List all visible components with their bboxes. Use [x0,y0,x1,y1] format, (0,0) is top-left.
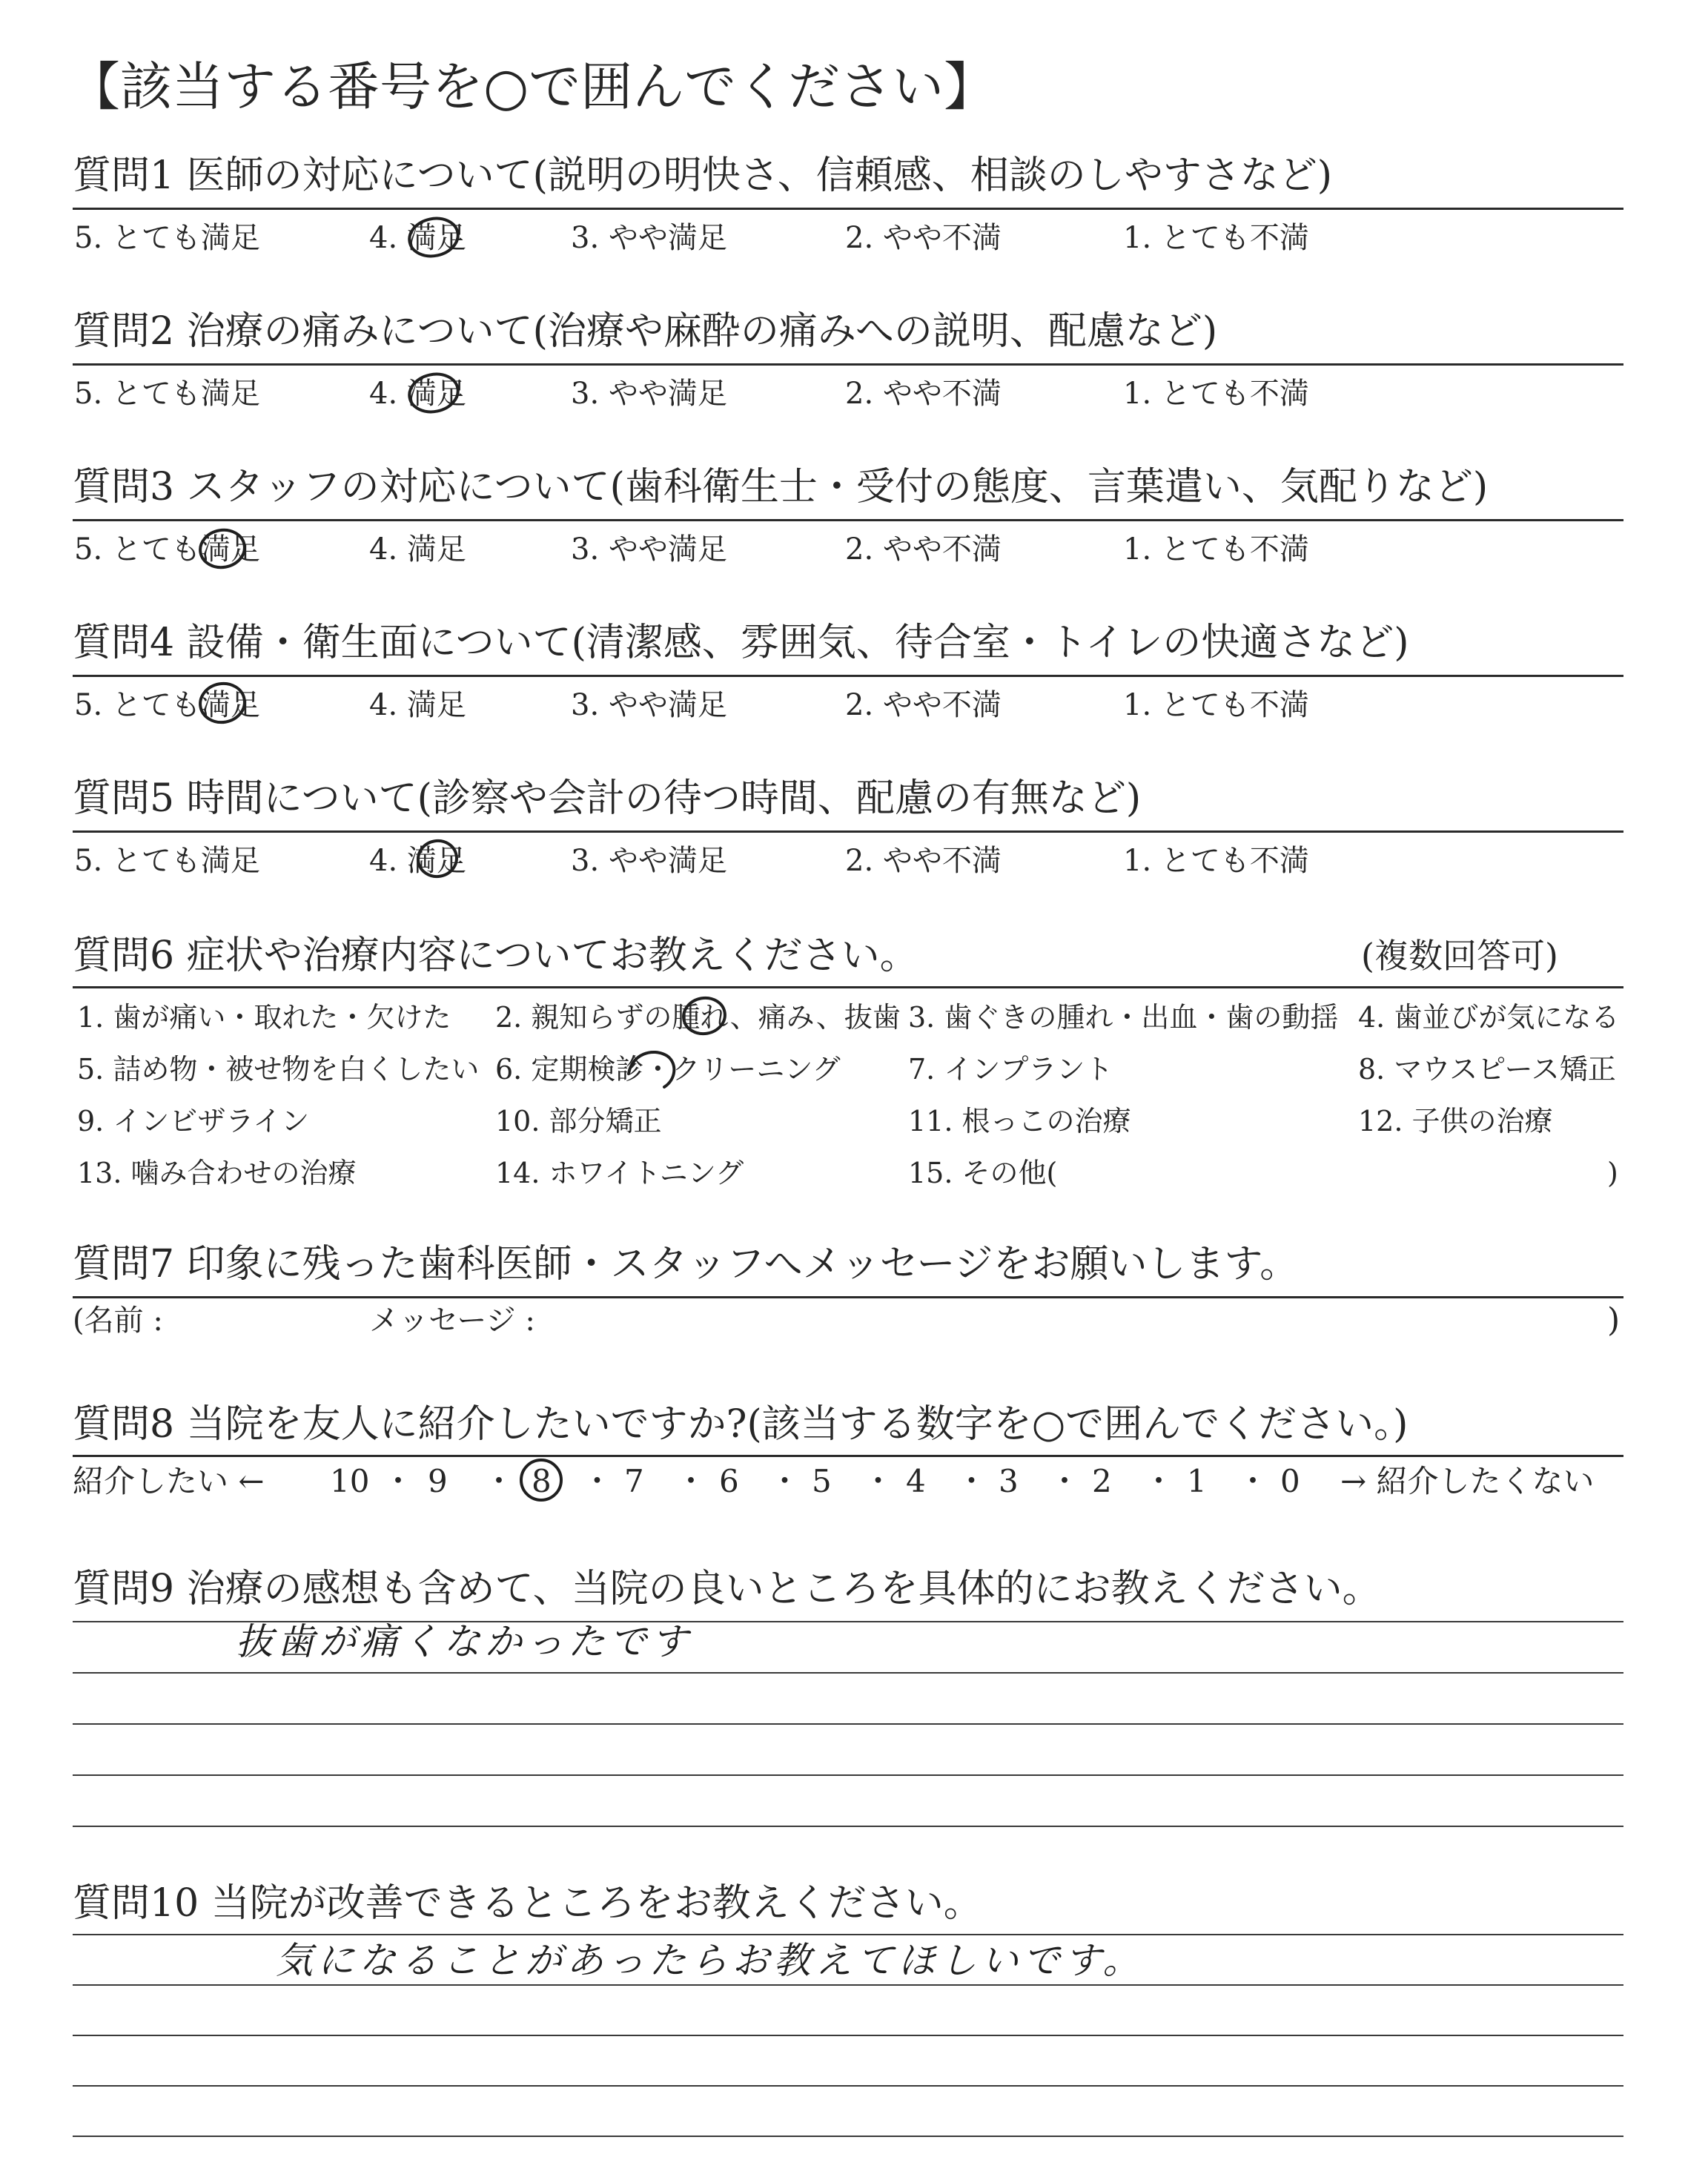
q5-option-1[interactable]: 1. とても不満 [1123,844,1309,878]
q1-option-4[interactable]: 4. 満足 [369,221,466,255]
q6-other-close-paren: ) [1607,1157,1618,1189]
q6-option-10[interactable]: 10. 部分矯正 [495,1105,662,1137]
q8-scale-9[interactable]: 9 [428,1463,448,1499]
q8-scale-separator: ・ [675,1463,707,1499]
question-7-rule [73,1296,1623,1298]
q2-option-5[interactable]: 5. とても満足 [74,377,260,411]
q2-option-2[interactable]: 2. やや不満 [845,377,1002,411]
q4-option-1[interactable]: 1. とても不満 [1123,688,1309,722]
q8-scale-separator: ・ [1237,1463,1269,1499]
question-6-note: (複数回答可) [1361,936,1558,976]
q6-option-2[interactable]: 2. 親知らずの腫れ、痛み、抜歯 [495,1001,901,1034]
q6-option-13[interactable]: 13. 噛み合わせの治療 [77,1157,357,1189]
q1-option-3[interactable]: 3. やや満足 [571,221,727,255]
q8-scale-separator: ・ [1049,1463,1081,1499]
q6-option-14[interactable]: 14. ホワイトニング [495,1157,744,1189]
q8-scale-separator: ・ [1143,1463,1175,1499]
q3-option-1[interactable]: 1. とても不満 [1123,532,1309,567]
q10-handwritten-answer[interactable]: 気になることがあったらお教えてほしいです。 [276,1939,1145,1982]
q8-scale-separator: ・ [383,1463,414,1499]
question-8-title: 質問8 当院を友人に紹介したいですか?(該当する数字を○で囲んでください。) [73,1402,1409,1447]
page-title: 【該当する番号を○で囲んでください】 [68,56,996,117]
q4-option-4[interactable]: 4. 満足 [369,688,466,722]
q5-option-5[interactable]: 5. とても満足 [74,844,260,878]
question-3-rule [73,519,1623,521]
q6-option-15[interactable]: 15. その他( [908,1157,1058,1189]
question-6-title: 質問6 症状や治療内容についてお教えください。 [73,934,918,978]
q9-answer-line-5 [73,1826,1623,1827]
q6-option-3[interactable]: 3. 歯ぐきの腫れ・出血・歯の動揺 [908,1001,1339,1034]
q10-answer-line-3 [73,2035,1623,2036]
question-8-rule [73,1455,1623,1457]
question-4-rule [73,675,1623,677]
question-3-title: 質問3 スタッフの対応について(歯科衛生士・受付の態度、言葉遣い、気配りなど) [73,465,1489,509]
q9-answer-line-3 [73,1723,1623,1725]
q6-option-6[interactable]: 6. 定期検診・クリーニング [495,1053,841,1086]
q3-option-5[interactable]: 5. とても満足 [74,532,260,567]
q6-option-7[interactable]: 7. インプラント [908,1053,1113,1086]
q8-scale-4[interactable]: 4 [906,1463,926,1499]
q1-option-1[interactable]: 1. とても不満 [1123,221,1309,255]
question-5-title: 質問5 時間について(診察や会計の待つ時間、配慮の有無など) [73,776,1142,821]
q4-option-3[interactable]: 3. やや満足 [571,688,727,722]
q6-option-1[interactable]: 1. 歯が痛い・取れた・欠けた [77,1001,451,1034]
q1-option-5[interactable]: 5. とても満足 [74,221,260,255]
q8-scale-10[interactable]: 10 [330,1463,370,1499]
question-1-rule [73,208,1623,210]
question-10-title: 質問10 当院が改善できるところをお教えください。 [73,1881,982,1926]
q2-option-1[interactable]: 1. とても不満 [1123,377,1309,411]
q9-answer-line-4 [73,1774,1623,1776]
q3-option-3[interactable]: 3. やや満足 [571,532,727,567]
q10-answer-line-1 [73,1934,1623,1935]
question-5-rule [73,830,1623,833]
q2-option-3[interactable]: 3. やや満足 [571,377,727,411]
q4-option-2[interactable]: 2. やや不満 [845,688,1002,722]
q8-scale-separator: ・ [483,1463,515,1499]
question-9-title: 質問9 治療の感想も含めて、当院の良いところを具体的にお教えください。 [73,1567,1381,1611]
q6-option-8[interactable]: 8. マウスピース矯正 [1358,1053,1616,1086]
q8-scale-1[interactable]: 1 [1187,1463,1207,1499]
q8-left-label: 紹介したい ← [73,1463,265,1499]
q3-option-2[interactable]: 2. やや不満 [845,532,1002,567]
q6-option-12[interactable]: 12. 子供の治療 [1358,1105,1553,1137]
q10-answer-line-5 [73,2136,1623,2137]
q1-option-2[interactable]: 2. やや不満 [845,221,1002,255]
q5-option-2[interactable]: 2. やや不満 [845,844,1002,878]
q9-answer-line-2 [73,1672,1623,1674]
q8-right-label: → 紹介したくない [1340,1463,1595,1499]
question-4-title: 質問4 設備・衛生面について(清潔感、雰囲気、待合室・トイレの快適さなど) [73,621,1409,665]
q8-scale-0[interactable]: 0 [1280,1463,1300,1499]
question-6-rule [73,986,1623,988]
q2-option-4[interactable]: 4. 満足 [369,377,466,411]
question-7-title: 質問7 印象に残った歯科医師・スタッフへメッセージをお願いします。 [73,1242,1299,1287]
q8-scale-6[interactable]: 6 [719,1463,739,1499]
q8-scale-separator: ・ [581,1463,613,1499]
q4-option-5[interactable]: 5. とても満足 [74,688,260,722]
q8-scale-7[interactable]: 7 [624,1463,644,1499]
q8-scale-8[interactable]: 8 [532,1463,552,1499]
q9-handwritten-answer[interactable]: 抜歯が痛くなかったです [236,1620,692,1663]
q10-answer-line-4 [73,2085,1623,2087]
q7-name-label: (名前 : [73,1304,163,1338]
q3-option-4[interactable]: 4. 満足 [369,532,466,567]
q6-option-5[interactable]: 5. 詰め物・被せ物を白くしたい [77,1053,480,1086]
q8-scale-separator: ・ [956,1463,987,1499]
q8-scale-2[interactable]: 2 [1092,1463,1112,1499]
q5-option-4[interactable]: 4. 満足 [369,844,466,878]
question-2-title: 質問2 治療の痛みについて(治療や麻酔の痛みへの説明、配慮など) [73,309,1218,354]
q6-option-9[interactable]: 9. インビザライン [77,1105,310,1137]
q6-option-11[interactable]: 11. 根っこの治療 [908,1105,1131,1137]
q7-close-paren: ) [1607,1301,1621,1339]
q5-option-3[interactable]: 3. やや満足 [571,844,727,878]
q7-message-label: メッセージ : [369,1304,535,1338]
q8-scale-separator: ・ [769,1463,801,1499]
q8-scale-separator: ・ [862,1463,894,1499]
q10-answer-line-2 [73,1984,1623,1986]
q6-option-4[interactable]: 4. 歯並びが気になる [1358,1001,1620,1034]
question-1-title: 質問1 医師の対応について(説明の明快さ、信頼感、相談のしやすさなど) [73,153,1333,198]
q8-scale-3[interactable]: 3 [999,1463,1019,1499]
question-2-rule [73,363,1623,366]
q8-scale-5[interactable]: 5 [812,1463,832,1499]
